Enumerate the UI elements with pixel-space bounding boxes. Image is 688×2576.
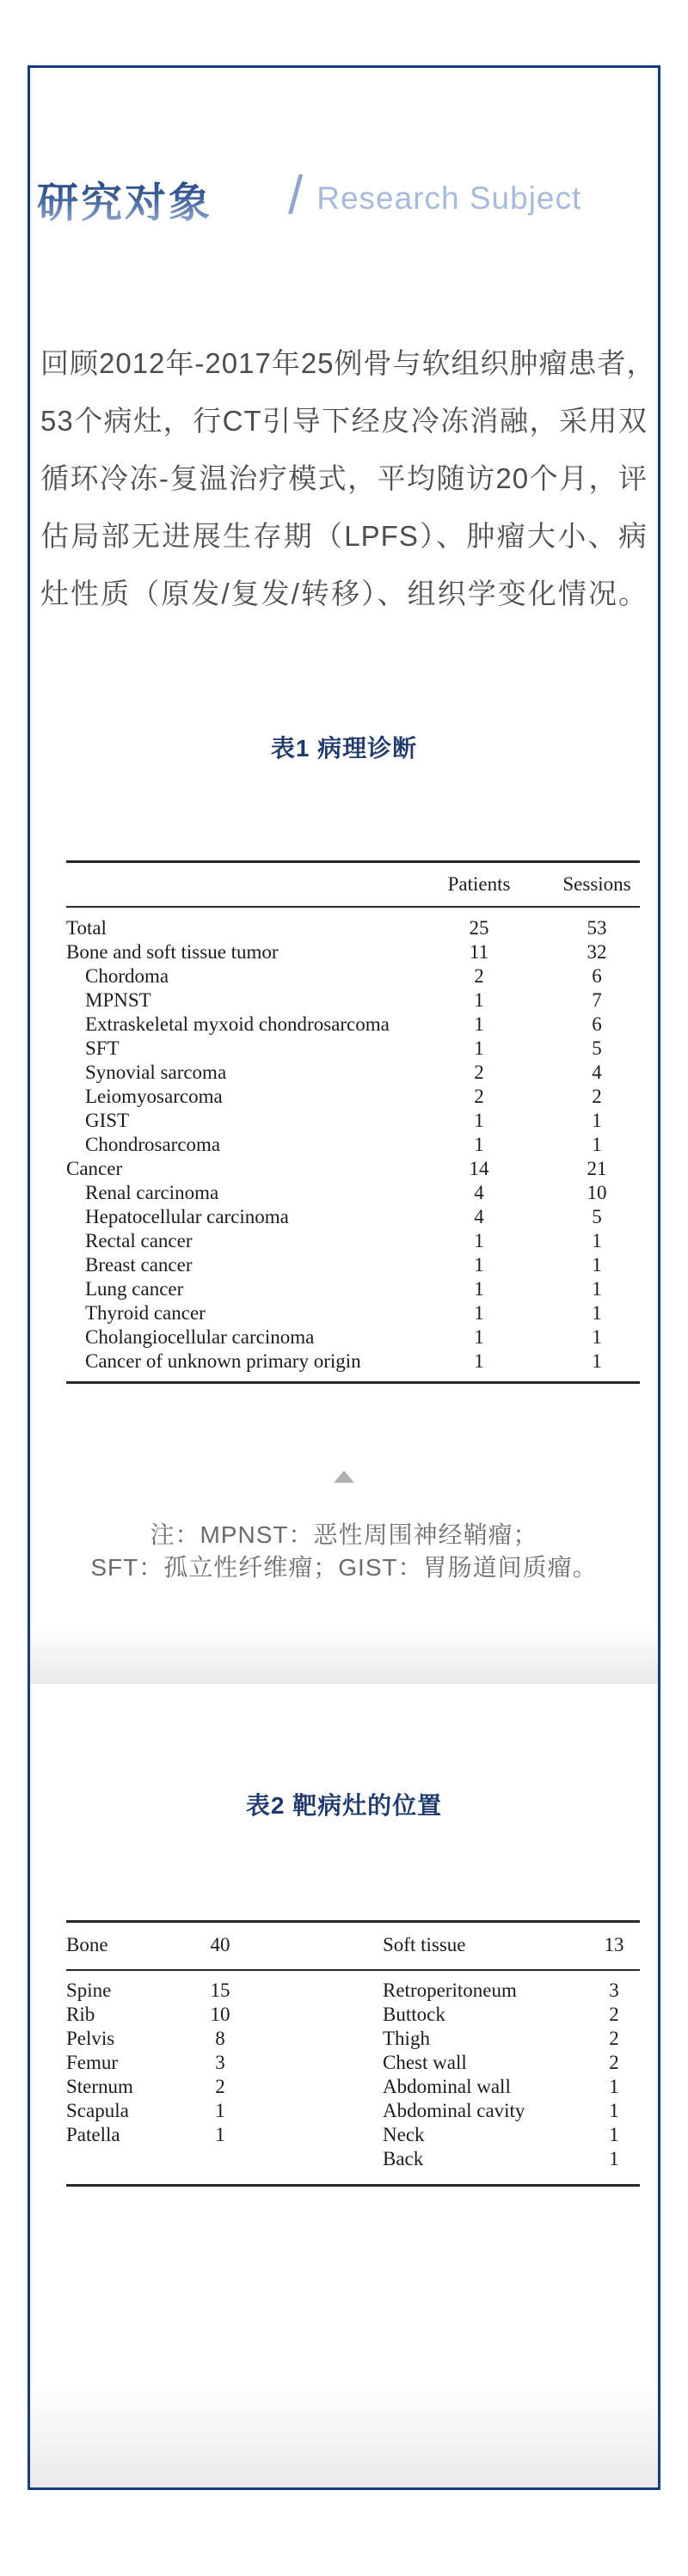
table-row — [66, 2099, 640, 2123]
cell-sessions: 53 — [587, 917, 607, 939]
pathology-table — [66, 860, 640, 1384]
header-right-group — [383, 1934, 640, 1956]
intro-line: 估局部无进展生存期（LPFS）、肿瘤大小、病 — [40, 520, 648, 552]
row-right-group — [383, 2052, 640, 2074]
table-row — [66, 1133, 640, 1157]
cell-sessions: 1 — [592, 1302, 602, 1324]
row-right-group — [383, 2028, 640, 2050]
intro-line: 53个病灶，行CT引导下经皮冷冻消融，采用双 — [40, 405, 648, 437]
cell-bone-count: 15 — [210, 1979, 230, 2001]
table-row — [66, 1085, 640, 1109]
cell-soft-count: 1 — [609, 2100, 619, 2121]
intro-line: 灶性质（原发/复发/转移）、组织学变化情况。 — [40, 578, 648, 609]
intro-paragraph — [40, 334, 656, 622]
cell-bone-site: Scapula — [66, 2100, 129, 2121]
section-title-zh: 研究对象 — [37, 169, 212, 229]
cell-patients: 2 — [474, 1086, 484, 1107]
cell-name: GIST — [85, 1110, 130, 1131]
table-row — [66, 1109, 640, 1133]
row-right-group — [383, 2076, 640, 2098]
cell-name: Cancer — [66, 1158, 123, 1179]
row-left-group — [66, 2076, 383, 2098]
table-row — [66, 1205, 640, 1229]
table-row — [66, 1325, 640, 1349]
cell-name: MPNST — [85, 989, 151, 1011]
row-left-group — [66, 1979, 383, 2002]
cell-soft-site: Abdominal wall — [383, 2076, 511, 2097]
cell-sessions: 7 — [592, 989, 602, 1011]
table-row — [66, 1181, 640, 1205]
cell-bone-count: 1 — [215, 2124, 225, 2145]
cell-patients: 1 — [474, 1350, 484, 1372]
table-row — [66, 1061, 640, 1085]
row-right-group — [383, 2148, 640, 2170]
cell-patients: 1 — [474, 1013, 484, 1035]
cell-name: Chondrosarcoma — [85, 1134, 221, 1155]
column-header-sessions: Sessions — [562, 873, 631, 895]
cell-bone-count: 2 — [215, 2076, 225, 2097]
cell-name: Extraskeletal myxoid chondrosarcoma — [85, 1013, 390, 1035]
cell-patients: 14 — [469, 1158, 489, 1179]
table2-header — [66, 1923, 640, 1971]
cell-sessions: 6 — [592, 1013, 602, 1035]
cell-patients: 1 — [474, 1037, 484, 1059]
table1-caption: 表1 病理诊断 — [270, 735, 418, 762]
section-header — [37, 165, 651, 228]
cell-patients: 4 — [474, 1182, 484, 1203]
cell-name: Bone and soft tissue tumor — [66, 941, 279, 963]
cell-sessions: 6 — [592, 965, 602, 987]
row-left-group — [66, 2124, 383, 2146]
cell-sessions: 10 — [587, 1182, 607, 1203]
table-row — [66, 1037, 640, 1061]
cell-soft-count: 2 — [609, 2028, 619, 2049]
cell-patients: 1 — [474, 1110, 484, 1131]
table-row — [66, 988, 640, 1013]
table-row — [66, 2027, 640, 2051]
cell-soft-count: 1 — [609, 2076, 619, 2097]
cell-patients: 1 — [474, 1254, 484, 1276]
table2-body — [66, 1971, 640, 2187]
cell-name: Cholangiocellular carcinoma — [85, 1326, 315, 1348]
header-bone-total: 40 — [210, 1934, 230, 1955]
cell-patients: 2 — [474, 965, 484, 987]
row-left-group — [66, 2052, 383, 2074]
cell-patients: 1 — [474, 1326, 484, 1348]
cell-patients: 4 — [474, 1206, 484, 1227]
section-title-en: Research Subject — [316, 181, 582, 216]
row-left-group — [66, 2028, 383, 2050]
table2-header-row — [66, 1933, 640, 1957]
section-fade — [30, 2381, 658, 2487]
table-row — [66, 2123, 640, 2147]
cell-soft-count: 1 — [609, 2124, 619, 2145]
table-row — [66, 2075, 640, 2099]
cell-sessions: 1 — [592, 1350, 602, 1372]
cell-patients: 11 — [469, 941, 489, 963]
column-header-patients: Patients — [447, 873, 511, 895]
cell-patients: 1 — [474, 1230, 484, 1251]
table2-caption: 表2 靶病灶的位置 — [245, 1792, 443, 1819]
section-fade — [30, 1625, 658, 1684]
cell-bone-site: Spine — [66, 1979, 112, 2001]
header-left-group — [66, 1934, 383, 1956]
cell-sessions: 1 — [592, 1230, 602, 1251]
cell-bone-count: 10 — [210, 2004, 230, 2025]
table-row — [66, 1157, 640, 1181]
intro-line: 回顾2012年-2017年25例骨与软组织肿瘤患者， — [40, 347, 656, 379]
cell-name: Thyroid cancer — [85, 1302, 206, 1324]
cell-sessions: 4 — [592, 1062, 602, 1083]
table-row — [66, 916, 640, 940]
cell-name: Chordoma — [85, 965, 169, 987]
intro-line: 循环冷冻-复温治疗模式，平均随访20个月，评 — [40, 462, 648, 494]
cell-soft-count: 2 — [609, 2052, 619, 2073]
cell-soft-site: Thigh — [383, 2028, 430, 2049]
cell-name: Rectal cancer — [85, 1230, 193, 1251]
cell-soft-site: Chest wall — [383, 2052, 467, 2073]
cell-soft-count: 3 — [609, 1979, 619, 2001]
cell-sessions: 1 — [592, 1254, 602, 1276]
cell-patients: 1 — [474, 1302, 484, 1324]
row-left-group — [66, 2100, 383, 2122]
cell-bone-site: Sternum — [66, 2076, 133, 2097]
cell-name: Total — [66, 917, 107, 939]
location-table — [66, 1920, 640, 2187]
row-right-group — [383, 1979, 640, 2002]
cell-name: Leiomyosarcoma — [85, 1086, 223, 1107]
cell-patients: 2 — [474, 1062, 484, 1083]
table-row — [66, 2003, 640, 2027]
table-row — [66, 2147, 640, 2171]
cell-name: Synovial sarcoma — [85, 1062, 227, 1083]
cell-patients: 1 — [474, 1134, 484, 1155]
cell-sessions: 2 — [592, 1086, 602, 1107]
cell-bone-site: Patella — [66, 2124, 120, 2145]
cell-bone-count: 3 — [215, 2052, 225, 2073]
cell-soft-count: 1 — [609, 2148, 619, 2169]
cell-sessions: 21 — [587, 1158, 607, 1179]
table1-body — [66, 908, 640, 1384]
cell-patients: 1 — [474, 1278, 484, 1300]
cell-name: SFT — [85, 1037, 120, 1059]
triangle-up-icon — [334, 1471, 354, 1483]
column-header-bone: Bone — [66, 1934, 108, 1955]
table-row — [66, 1349, 640, 1374]
cell-soft-site: Abdominal cavity — [383, 2100, 525, 2121]
cell-sessions: 5 — [592, 1037, 602, 1059]
table-row — [66, 1253, 640, 1277]
header-soft-tissue-total: 13 — [604, 1934, 624, 1955]
cell-name: Lung cancer — [85, 1278, 184, 1300]
cell-patients: 1 — [474, 989, 484, 1011]
cell-bone-site: Rib — [66, 2004, 95, 2025]
cell-sessions: 1 — [592, 1110, 602, 1131]
cell-sessions: 32 — [587, 941, 607, 963]
cell-patients: 25 — [469, 917, 489, 939]
cell-bone-count: 1 — [215, 2100, 225, 2121]
cell-soft-site: Retroperitoneum — [383, 1979, 517, 2001]
cell-soft-site: Neck — [383, 2124, 425, 2145]
cell-bone-site: Pelvis — [66, 2028, 115, 2049]
row-right-group — [383, 2124, 640, 2146]
row-right-group — [383, 2004, 640, 2026]
cell-sessions: 5 — [592, 1206, 602, 1227]
cell-sessions: 1 — [592, 1326, 602, 1348]
cell-name: Cancer of unknown primary origin — [85, 1350, 361, 1372]
cell-name: Renal carcinoma — [85, 1182, 219, 1203]
cell-soft-site: Back — [383, 2148, 424, 2169]
row-right-group — [383, 2100, 640, 2122]
cell-sessions: 1 — [592, 1278, 602, 1300]
table1-header-row — [66, 863, 640, 908]
table-row — [66, 1979, 640, 2003]
row-left-group — [66, 2004, 383, 2026]
cell-soft-site: Buttock — [383, 2004, 445, 2025]
table-row — [66, 2051, 640, 2075]
cell-soft-count: 2 — [609, 2004, 619, 2025]
table-row — [66, 1229, 640, 1253]
table-row — [66, 940, 640, 964]
table-row — [66, 1301, 640, 1325]
cell-bone-count: 8 — [215, 2028, 225, 2049]
cell-name: Hepatocellular carcinoma — [85, 1206, 289, 1227]
table-row — [66, 1013, 640, 1037]
cell-name: Breast cancer — [85, 1254, 193, 1276]
column-header-soft-tissue: Soft tissue — [383, 1934, 466, 1955]
note-line: SFT：孤立性纤维瘤；GIST：胃肠道间质瘤。 — [90, 1554, 598, 1581]
cell-sessions: 1 — [592, 1134, 602, 1155]
table-row — [66, 1277, 640, 1301]
table-note — [30, 1519, 658, 1584]
cell-bone-site: Femur — [66, 2052, 119, 2073]
content-card — [28, 65, 660, 2490]
divider-slash-icon: / — [288, 165, 304, 225]
table-row — [66, 964, 640, 988]
note-line: 注：MPNST：恶性周围神经鞘瘤； — [150, 1521, 538, 1548]
